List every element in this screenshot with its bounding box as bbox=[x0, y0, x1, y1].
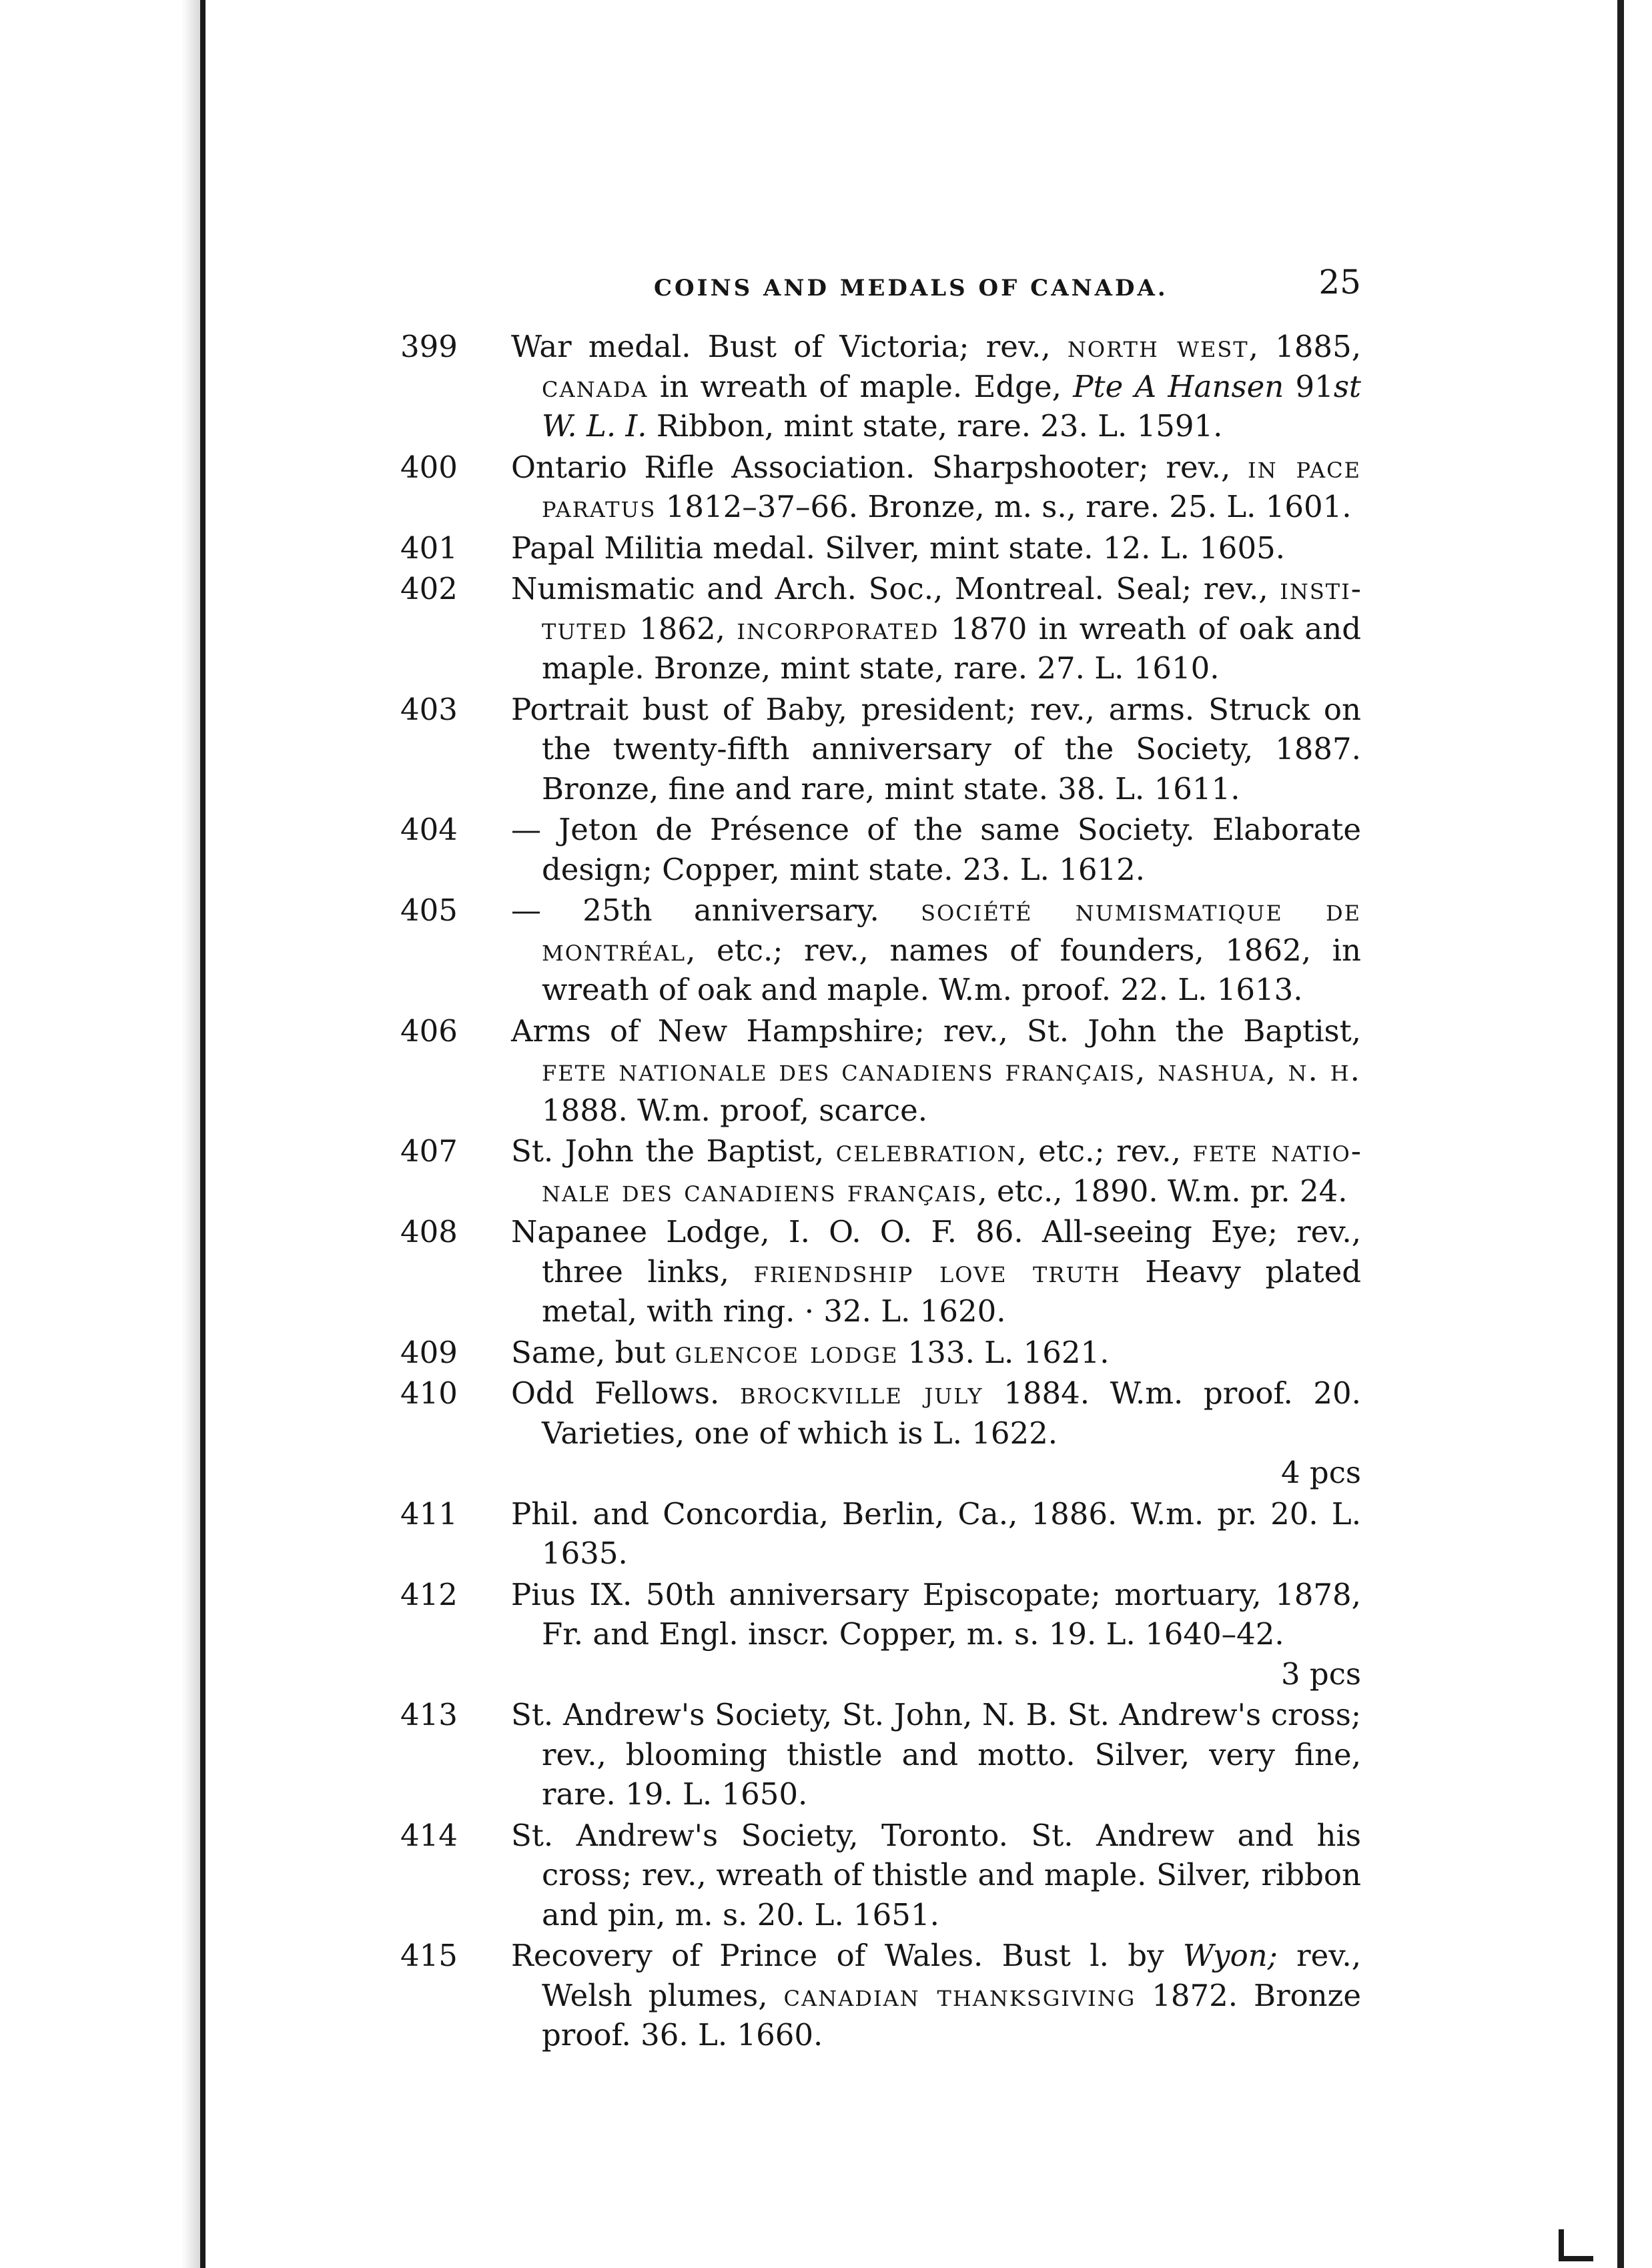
entry-description bbox=[511, 448, 1361, 527]
entry-text-run: Pius IX. 50th anniversary Episcopate; mortuary, 1878, Fr. and Engl. inscr. Copper, m. s. 19. L. 1640–42. bbox=[511, 1576, 1361, 1652]
entry-text-run: Ontario Rifle Association. Sharpshooter; rev., bbox=[511, 449, 1248, 485]
entry-description bbox=[511, 1936, 1361, 2055]
entry-text-run: , etc.; rev., bbox=[1017, 1133, 1193, 1169]
entry-text-run: — Jeton de Présence of the same Society. Elaborate design; Copper, mint state. 23. L. 1612. bbox=[511, 812, 1361, 887]
entry-text-run: brockville july bbox=[739, 1375, 983, 1411]
catalog-entry bbox=[400, 1011, 1361, 1131]
entry-number: 406 bbox=[400, 1013, 458, 1049]
entry-description bbox=[511, 1575, 1361, 1654]
entry-text-run: , etc.; rev., names of founders, 1862, in wreath of oak and maple. W.m. proof. 22. L. 1613. bbox=[542, 932, 1361, 1007]
entry-text-run: in pace paratus bbox=[542, 449, 1361, 524]
catalog-entry bbox=[400, 1695, 1361, 1814]
entry-description bbox=[511, 1212, 1361, 1331]
entry-text-run: 1872. Bronze proof. 36. L. 1660. bbox=[542, 1977, 1361, 2053]
entry-text-run: Recovery of Prince of Wales. Bust l. by bbox=[511, 1938, 1183, 1973]
entry-number: 414 bbox=[400, 1817, 458, 1853]
entry-text-run: rev., Welsh plumes, bbox=[542, 1938, 1362, 2013]
entry-text-run: 91 bbox=[1284, 368, 1334, 404]
entry-text-run: Phil. and Concordia, Berlin, Ca., 1886. W.m. pr. 20. L. 1635. bbox=[511, 1496, 1361, 1571]
catalog-entry bbox=[400, 327, 1361, 446]
entry-number: 408 bbox=[400, 1214, 458, 1249]
entry-number: 401 bbox=[400, 530, 458, 566]
corner-scan-mark bbox=[1559, 2229, 1593, 2261]
entry-description bbox=[511, 1373, 1361, 1453]
entry-text-run: Numismatic and Arch. Soc., Montreal. Seal; rev., bbox=[511, 571, 1280, 606]
entry-text-run: 133. L. 1621. bbox=[898, 1334, 1110, 1370]
page-number: 25 bbox=[1318, 263, 1361, 302]
entry-number: 409 bbox=[400, 1334, 458, 1370]
catalog-entry bbox=[400, 1816, 1361, 1935]
entry-text-run: Odd Fellows. bbox=[511, 1375, 740, 1411]
entry-text-run: Ribbon, mint state, rare. 23. L. 1591. bbox=[647, 408, 1223, 444]
running-head bbox=[400, 260, 1361, 327]
entry-text-run: canada bbox=[542, 368, 649, 404]
entry-text-run: Napanee Lodge, I. O. O. F. 86. All-seeing Eye; rev., three links, bbox=[511, 1214, 1361, 1289]
entry-description bbox=[511, 690, 1361, 809]
catalog-entry bbox=[400, 1936, 1361, 2055]
entry-description bbox=[511, 528, 1361, 568]
entry-text-run: Wyon; bbox=[1182, 1938, 1278, 1973]
entry-text-run: St. Andrew's Society, Toronto. St. Andrew and his cross; rev., wreath of thistle and maple. Silver, ribbon and pin, m. s. 20. L. 1651. bbox=[511, 1817, 1361, 1932]
entry-text-run: Heavy plated metal, with ring. · 32. L. 1620. bbox=[542, 1253, 1362, 1329]
entry-text-run: — 25th anniversary. bbox=[511, 893, 921, 928]
entry-description bbox=[511, 1131, 1361, 1211]
entry-text-run: 1862, bbox=[627, 610, 737, 646]
entry-description bbox=[511, 1494, 1361, 1574]
page-content bbox=[400, 260, 1361, 2057]
left-page-edge bbox=[0, 0, 205, 2268]
entry-text-run: north west bbox=[1067, 329, 1249, 364]
entry-text-run: st W. L. I. bbox=[542, 368, 1361, 444]
catalog-entry bbox=[400, 1373, 1361, 1493]
catalog-entry bbox=[400, 448, 1361, 527]
entry-number: 410 bbox=[400, 1375, 458, 1411]
entry-description bbox=[511, 891, 1361, 1010]
entry-number: 403 bbox=[400, 691, 458, 727]
entry-number: 404 bbox=[400, 812, 458, 847]
entry-text-run: War medal. Bust of Victoria; rev., bbox=[511, 329, 1068, 364]
entry-text-run: , 1885, bbox=[1248, 329, 1361, 364]
entry-description bbox=[511, 569, 1361, 688]
entry-text-run: incorporated bbox=[737, 610, 939, 646]
catalog-entry bbox=[400, 569, 1361, 688]
entry-text-run: friendship love truth bbox=[753, 1253, 1121, 1289]
entry-quantity: 4 pcs bbox=[1280, 1455, 1361, 1490]
entry-description bbox=[511, 327, 1361, 446]
entry-text-run: 1870 in wreath of oak and maple. Bronze, mint state, rare. 27. L. 1610. bbox=[542, 610, 1362, 686]
entry-text-run: in wreath of maple. Edge, bbox=[648, 368, 1074, 404]
entry-text-run: 1888. W.m. proof, scarce. bbox=[542, 1092, 928, 1128]
entry-text-run: Arms of New Hampshire; rev., St. John the Baptist, bbox=[511, 1013, 1361, 1049]
entry-number: 411 bbox=[400, 1496, 458, 1532]
entry-text-run: fete nationale des canadiens français bbox=[542, 1133, 1361, 1209]
entry-number: 413 bbox=[400, 1697, 458, 1732]
entry-text-run: 1812–37–66. Bronze, m. s., rare. 25. L. 1601. bbox=[656, 489, 1352, 524]
entry-description bbox=[511, 810, 1361, 889]
catalog-entry bbox=[400, 528, 1361, 568]
entry-number: 400 bbox=[400, 449, 458, 485]
entry-text-run: , etc., 1890. W.m. pr. 24. bbox=[977, 1173, 1348, 1209]
entry-text-run: société numismatique de montréal bbox=[542, 893, 1362, 968]
catalog-entries bbox=[400, 327, 1361, 2055]
entry-text-run: Pte A Hansen bbox=[1073, 368, 1284, 404]
entry-text-run: Same, but bbox=[511, 1334, 675, 1370]
right-page-edge bbox=[1617, 0, 1652, 2268]
entry-description bbox=[511, 1333, 1361, 1373]
catalog-entry bbox=[400, 891, 1361, 1010]
entry-text-run: St. Andrew's Society, St. John, N. B. St. Andrew's cross; rev., blooming thistle and motto. Silver, very fine, rare. 19. L. 1650. bbox=[511, 1697, 1361, 1812]
entry-number: 407 bbox=[400, 1133, 458, 1169]
running-head-title: COINS AND MEDALS OF CANADA. bbox=[654, 275, 1168, 302]
entry-number: 402 bbox=[400, 571, 458, 606]
entry-text-run: celebration bbox=[835, 1133, 1017, 1169]
entry-text-run: Portrait bust of Baby, president; rev., arms. Struck on the twenty-fifth anniversary of the Society, 1887. Bronze, fine and rare, mint state. 38. L. 1611. bbox=[511, 691, 1361, 806]
entry-text-run: instituted bbox=[542, 571, 1361, 646]
catalog-entry bbox=[400, 1212, 1361, 1331]
catalog-entry bbox=[400, 1575, 1361, 1694]
entry-text-run: glencoe lodge bbox=[675, 1334, 899, 1370]
entry-description bbox=[511, 1011, 1361, 1131]
catalog-entry bbox=[400, 690, 1361, 809]
entry-number: 405 bbox=[400, 893, 458, 928]
entry-description bbox=[511, 1816, 1361, 1935]
entry-description bbox=[511, 1695, 1361, 1814]
entry-text-run: St. John the Baptist, bbox=[511, 1133, 836, 1169]
entry-number: 415 bbox=[400, 1938, 458, 1973]
catalog-entry bbox=[400, 1131, 1361, 1211]
entry-number: 399 bbox=[400, 329, 458, 364]
entry-text-run: Papal Militia medal. Silver, mint state. 12. L. 1605. bbox=[511, 530, 1286, 566]
entry-quantity: 3 pcs bbox=[1280, 1656, 1361, 1692]
gutter-shadow bbox=[181, 0, 200, 2268]
catalog-entry bbox=[400, 810, 1361, 889]
entry-number: 412 bbox=[400, 1576, 458, 1612]
catalog-entry bbox=[400, 1333, 1361, 1373]
entry-text-run: fete nationale des canadiens français, nashua, n. h. bbox=[542, 1053, 1361, 1088]
entry-text-run: 1884. W.m. proof. 20. Varieties, one of which is L. 1622. bbox=[542, 1375, 1361, 1451]
entry-text-run: canadian thanksgiving bbox=[783, 1977, 1136, 2013]
catalog-entry bbox=[400, 1494, 1361, 1574]
